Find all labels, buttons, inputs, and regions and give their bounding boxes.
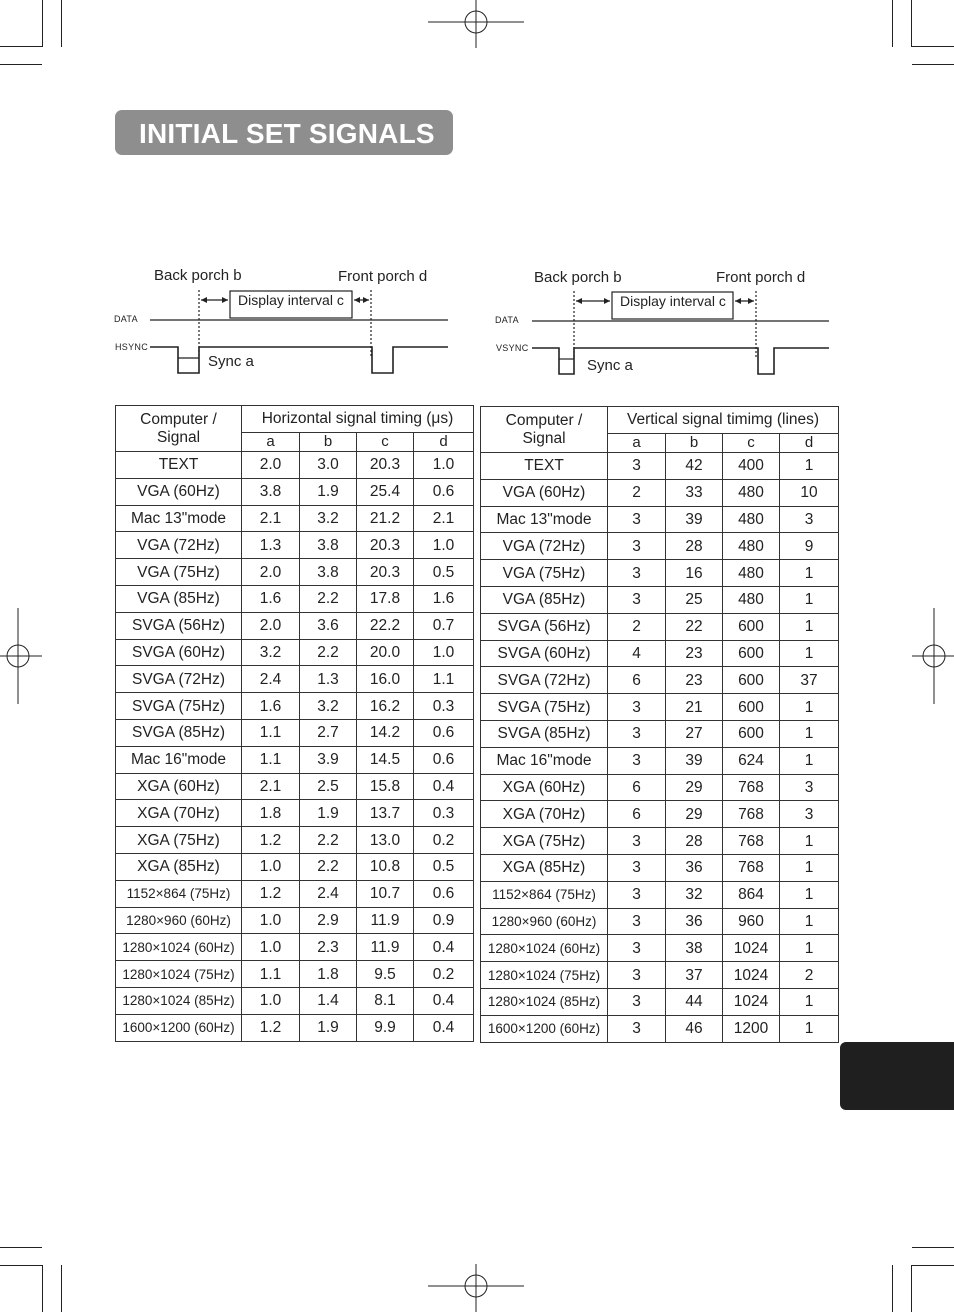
col-header-d: d bbox=[414, 433, 474, 452]
hsync-line-label: HSYNC bbox=[115, 342, 149, 352]
timing-value-cell: 3 bbox=[608, 720, 666, 747]
signal-name-cell: XGA (75Hz) bbox=[116, 827, 242, 854]
timing-value-cell: 3 bbox=[608, 453, 666, 480]
signal-name-cell: SVGA (85Hz) bbox=[481, 720, 608, 747]
timing-value-cell: 1.2 bbox=[242, 827, 300, 854]
signal-name-cell: VGA (60Hz) bbox=[116, 478, 242, 505]
timing-value-cell: 3 bbox=[608, 854, 666, 881]
timing-value-cell: 23 bbox=[666, 667, 723, 694]
timing-value-cell: 38 bbox=[666, 935, 723, 962]
table-row bbox=[481, 533, 839, 560]
table-row bbox=[481, 908, 839, 935]
timing-value-cell: 480 bbox=[723, 506, 780, 533]
timing-value-cell: 768 bbox=[723, 854, 780, 881]
timing-value-cell: 1.6 bbox=[242, 693, 300, 720]
table-row bbox=[481, 935, 839, 962]
signal-name-cell: SVGA (72Hz) bbox=[481, 667, 608, 694]
back-porch-label: Back porch b bbox=[154, 267, 242, 284]
table-row bbox=[116, 559, 474, 586]
table-row bbox=[116, 961, 474, 988]
table-row bbox=[116, 478, 474, 505]
table-row bbox=[481, 854, 839, 881]
timing-value-cell: 0.3 bbox=[414, 800, 474, 827]
timing-value-cell: 1 bbox=[780, 881, 839, 908]
timing-value-cell: 11.9 bbox=[357, 907, 414, 934]
timing-value-cell: 14.5 bbox=[357, 746, 414, 773]
timing-value-cell: 16.0 bbox=[357, 666, 414, 693]
col-header-d: d bbox=[780, 434, 839, 453]
timing-value-cell: 624 bbox=[723, 747, 780, 774]
table-row bbox=[481, 560, 839, 587]
table-row bbox=[481, 694, 839, 721]
signal-name-cell: 1280×1024 (75Hz) bbox=[481, 962, 608, 989]
timing-value-cell: 10 bbox=[780, 479, 839, 506]
timing-value-cell: 44 bbox=[666, 988, 723, 1015]
timing-value-cell: 768 bbox=[723, 801, 780, 828]
timing-value-cell: 28 bbox=[666, 533, 723, 560]
timing-value-cell: 3.6 bbox=[300, 612, 357, 639]
timing-value-cell: 16.2 bbox=[357, 693, 414, 720]
timing-value-cell: 3 bbox=[608, 586, 666, 613]
timing-value-cell: 3.0 bbox=[300, 452, 357, 479]
table-row bbox=[481, 988, 839, 1015]
timing-value-cell: 20.3 bbox=[357, 532, 414, 559]
timing-value-cell: 1.0 bbox=[414, 532, 474, 559]
vertical-timing-diagram bbox=[492, 263, 837, 383]
timing-value-cell: 1.6 bbox=[242, 585, 300, 612]
timing-value-cell: 1 bbox=[780, 586, 839, 613]
signal-name-cell: SVGA (56Hz) bbox=[481, 613, 608, 640]
col-header-c: c bbox=[357, 433, 414, 452]
timing-value-cell: 3.2 bbox=[300, 693, 357, 720]
timing-value-cell: 1 bbox=[780, 694, 839, 721]
timing-value-cell: 2 bbox=[608, 613, 666, 640]
timing-value-cell: 1 bbox=[780, 720, 839, 747]
timing-value-cell: 3 bbox=[608, 881, 666, 908]
timing-value-cell: 1.0 bbox=[414, 452, 474, 479]
timing-value-cell: 0.9 bbox=[414, 907, 474, 934]
timing-value-cell: 25.4 bbox=[357, 478, 414, 505]
timing-value-cell: 0.2 bbox=[414, 827, 474, 854]
timing-value-cell: 1 bbox=[780, 640, 839, 667]
timing-value-cell: 480 bbox=[723, 586, 780, 613]
timing-value-cell: 768 bbox=[723, 828, 780, 855]
timing-value-cell: 1.8 bbox=[300, 961, 357, 988]
computer-signal-header: Computer / Signal bbox=[481, 407, 608, 453]
table-row bbox=[481, 720, 839, 747]
timing-value-cell: 1 bbox=[780, 560, 839, 587]
front-porch-label: Front porch d bbox=[338, 268, 428, 285]
signal-name-cell: SVGA (75Hz) bbox=[481, 694, 608, 721]
table-row bbox=[481, 586, 839, 613]
timing-value-cell: 4 bbox=[608, 640, 666, 667]
timing-value-cell: 2.2 bbox=[300, 639, 357, 666]
col-header-a: a bbox=[242, 433, 300, 452]
timing-value-cell: 11.9 bbox=[357, 934, 414, 961]
table-row bbox=[116, 505, 474, 532]
timing-value-cell: 2.2 bbox=[300, 827, 357, 854]
timing-value-cell: 3 bbox=[780, 506, 839, 533]
registration-mark-right bbox=[910, 606, 954, 706]
timing-value-cell: 1.9 bbox=[300, 800, 357, 827]
timing-value-cell: 1 bbox=[780, 988, 839, 1015]
table-row bbox=[116, 585, 474, 612]
timing-value-cell: 1 bbox=[780, 1015, 839, 1042]
signal-name-cell: Mac 13"mode bbox=[116, 505, 242, 532]
table-row bbox=[481, 828, 839, 855]
timing-value-cell: 3.8 bbox=[300, 559, 357, 586]
timing-value-cell: 1.4 bbox=[300, 987, 357, 1014]
signal-name-cell: TEXT bbox=[116, 452, 242, 479]
timing-value-cell: 8.1 bbox=[357, 987, 414, 1014]
signal-name-cell: SVGA (72Hz) bbox=[116, 666, 242, 693]
timing-value-cell: 0.2 bbox=[414, 961, 474, 988]
timing-value-cell: 1.1 bbox=[414, 666, 474, 693]
timing-value-cell: 28 bbox=[666, 828, 723, 855]
timing-value-cell: 2 bbox=[608, 479, 666, 506]
timing-value-cell: 6 bbox=[608, 801, 666, 828]
timing-value-cell: 1.1 bbox=[242, 719, 300, 746]
timing-value-cell: 1 bbox=[780, 828, 839, 855]
table-row bbox=[116, 827, 474, 854]
signal-name-cell: VGA (85Hz) bbox=[481, 586, 608, 613]
timing-value-cell: 3 bbox=[608, 506, 666, 533]
table-row bbox=[116, 853, 474, 880]
timing-value-cell: 3 bbox=[608, 935, 666, 962]
timing-value-cell: 1.6 bbox=[414, 585, 474, 612]
timing-value-cell: 0.6 bbox=[414, 478, 474, 505]
table-row bbox=[481, 1015, 839, 1042]
timing-value-cell: 1.1 bbox=[242, 961, 300, 988]
timing-value-cell: 3.8 bbox=[300, 532, 357, 559]
timing-value-cell: 6 bbox=[608, 667, 666, 694]
signal-name-cell: 1280×960 (60Hz) bbox=[481, 908, 608, 935]
timing-value-cell: 0.4 bbox=[414, 1014, 474, 1041]
timing-value-cell: 1.0 bbox=[242, 934, 300, 961]
signal-name-cell: XGA (85Hz) bbox=[481, 854, 608, 881]
timing-value-cell: 1.9 bbox=[300, 1014, 357, 1041]
timing-value-cell: 1024 bbox=[723, 988, 780, 1015]
timing-value-cell: 864 bbox=[723, 881, 780, 908]
signal-name-cell: Mac 16"mode bbox=[116, 746, 242, 773]
signal-name-cell: VGA (60Hz) bbox=[481, 479, 608, 506]
timing-value-cell: 20.3 bbox=[357, 559, 414, 586]
signal-name-cell: XGA (85Hz) bbox=[116, 853, 242, 880]
timing-value-cell: 2.4 bbox=[300, 880, 357, 907]
timing-value-cell: 33 bbox=[666, 479, 723, 506]
table-row bbox=[116, 934, 474, 961]
table-row bbox=[481, 801, 839, 828]
timing-value-cell: 2.0 bbox=[242, 612, 300, 639]
data-line-label: DATA bbox=[495, 315, 519, 325]
timing-value-cell: 1.0 bbox=[242, 853, 300, 880]
timing-value-cell: 0.6 bbox=[414, 719, 474, 746]
timing-value-cell: 36 bbox=[666, 908, 723, 935]
timing-value-cell: 2.0 bbox=[242, 452, 300, 479]
computer-signal-header: Computer / Signal bbox=[116, 406, 242, 452]
timing-value-cell: 39 bbox=[666, 506, 723, 533]
timing-value-cell: 0.6 bbox=[414, 880, 474, 907]
timing-value-cell: 0.5 bbox=[414, 559, 474, 586]
timing-value-cell: 1.3 bbox=[300, 666, 357, 693]
timing-value-cell: 1.2 bbox=[242, 880, 300, 907]
signal-name-cell: VGA (72Hz) bbox=[481, 533, 608, 560]
timing-value-cell: 29 bbox=[666, 801, 723, 828]
timing-value-cell: 600 bbox=[723, 640, 780, 667]
table-row bbox=[481, 506, 839, 533]
table-row bbox=[116, 719, 474, 746]
signal-name-cell: SVGA (60Hz) bbox=[481, 640, 608, 667]
sync-label: Sync a bbox=[208, 353, 254, 370]
timing-value-cell: 2.2 bbox=[300, 853, 357, 880]
timing-value-cell: 39 bbox=[666, 747, 723, 774]
timing-value-cell: 3 bbox=[608, 560, 666, 587]
signal-name-cell: Mac 16"mode bbox=[481, 747, 608, 774]
vsync-line-label: VSYNC bbox=[496, 343, 529, 353]
signal-name-cell: SVGA (85Hz) bbox=[116, 719, 242, 746]
timing-value-cell: 46 bbox=[666, 1015, 723, 1042]
horizontal-timing-table bbox=[115, 405, 474, 1042]
timing-value-cell: 3 bbox=[608, 828, 666, 855]
table-row bbox=[481, 667, 839, 694]
signal-name-cell: 1152×864 (75Hz) bbox=[116, 880, 242, 907]
timing-value-cell: 13.0 bbox=[357, 827, 414, 854]
table-row bbox=[116, 907, 474, 934]
table-row bbox=[116, 880, 474, 907]
signal-name-cell: 1280×960 (60Hz) bbox=[116, 907, 242, 934]
timing-value-cell: 1024 bbox=[723, 935, 780, 962]
signal-name-cell: Mac 13"mode bbox=[481, 506, 608, 533]
timing-value-cell: 1.8 bbox=[242, 800, 300, 827]
timing-value-cell: 14.2 bbox=[357, 719, 414, 746]
table-row bbox=[116, 532, 474, 559]
timing-value-cell: 0.5 bbox=[414, 853, 474, 880]
timing-value-cell: 1 bbox=[780, 613, 839, 640]
timing-value-cell: 3.2 bbox=[242, 639, 300, 666]
signal-name-cell: 1600×1200 (60Hz) bbox=[481, 1015, 608, 1042]
timing-value-cell: 37 bbox=[780, 667, 839, 694]
timing-value-cell: 0.3 bbox=[414, 693, 474, 720]
registration-mark-bottom bbox=[426, 1262, 526, 1312]
timing-value-cell: 0.7 bbox=[414, 612, 474, 639]
timing-value-cell: 9.5 bbox=[357, 961, 414, 988]
signal-name-cell: VGA (85Hz) bbox=[116, 585, 242, 612]
table-row bbox=[116, 987, 474, 1014]
signal-name-cell: VGA (72Hz) bbox=[116, 532, 242, 559]
timing-value-cell: 2.5 bbox=[300, 773, 357, 800]
timing-value-cell: 3 bbox=[780, 774, 839, 801]
timing-value-cell: 17.8 bbox=[357, 585, 414, 612]
signal-name-cell: 1280×1024 (75Hz) bbox=[116, 961, 242, 988]
timing-value-cell: 22 bbox=[666, 613, 723, 640]
timing-value-cell: 9.9 bbox=[357, 1014, 414, 1041]
timing-value-cell: 600 bbox=[723, 720, 780, 747]
timing-value-cell: 9 bbox=[780, 533, 839, 560]
table-row bbox=[116, 452, 474, 479]
data-line-label: DATA bbox=[114, 314, 138, 324]
timing-value-cell: 1 bbox=[780, 854, 839, 881]
col-header-c: c bbox=[723, 434, 780, 453]
signal-name-cell: XGA (70Hz) bbox=[481, 801, 608, 828]
timing-value-cell: 20.3 bbox=[357, 452, 414, 479]
signal-name-cell: TEXT bbox=[481, 453, 608, 480]
signal-name-cell: 1600×1200 (60Hz) bbox=[116, 1014, 242, 1041]
timing-value-cell: 3 bbox=[608, 988, 666, 1015]
signal-name-cell: VGA (75Hz) bbox=[116, 559, 242, 586]
signal-name-cell: XGA (70Hz) bbox=[116, 800, 242, 827]
display-interval-label: Display interval c bbox=[238, 292, 344, 308]
timing-value-cell: 3 bbox=[780, 801, 839, 828]
timing-value-cell: 480 bbox=[723, 560, 780, 587]
timing-value-cell: 2.7 bbox=[300, 719, 357, 746]
signal-name-cell: XGA (60Hz) bbox=[116, 773, 242, 800]
table-row bbox=[481, 640, 839, 667]
timing-value-cell: 13.7 bbox=[357, 800, 414, 827]
front-porch-label: Front porch d bbox=[716, 269, 806, 286]
timing-value-cell: 10.8 bbox=[357, 853, 414, 880]
table-row bbox=[116, 746, 474, 773]
timing-value-cell: 1 bbox=[780, 747, 839, 774]
timing-value-cell: 2.1 bbox=[242, 773, 300, 800]
signal-name-cell: SVGA (56Hz) bbox=[116, 612, 242, 639]
timing-value-cell: 32 bbox=[666, 881, 723, 908]
timing-value-cell: 3.9 bbox=[300, 746, 357, 773]
vertical-timing-header: Vertical signal timimg (lines) bbox=[608, 407, 839, 434]
table-row bbox=[481, 962, 839, 989]
timing-value-cell: 1200 bbox=[723, 1015, 780, 1042]
timing-value-cell: 1 bbox=[780, 935, 839, 962]
timing-value-cell: 2.1 bbox=[242, 505, 300, 532]
timing-value-cell: 36 bbox=[666, 854, 723, 881]
timing-value-cell: 25 bbox=[666, 586, 723, 613]
signal-name-cell: XGA (60Hz) bbox=[481, 774, 608, 801]
timing-value-cell: 1 bbox=[780, 453, 839, 480]
timing-value-cell: 2.4 bbox=[242, 666, 300, 693]
col-header-a: a bbox=[608, 434, 666, 453]
timing-value-cell: 20.0 bbox=[357, 639, 414, 666]
timing-value-cell: 2.3 bbox=[300, 934, 357, 961]
table-row bbox=[481, 881, 839, 908]
timing-value-cell: 480 bbox=[723, 533, 780, 560]
signal-name-cell: 1280×1024 (85Hz) bbox=[116, 987, 242, 1014]
timing-value-cell: 2.9 bbox=[300, 907, 357, 934]
table-row bbox=[116, 800, 474, 827]
timing-value-cell: 480 bbox=[723, 479, 780, 506]
timing-value-cell: 0.4 bbox=[414, 934, 474, 961]
timing-value-cell: 2.0 bbox=[242, 559, 300, 586]
timing-value-cell: 1.3 bbox=[242, 532, 300, 559]
horizontal-timing-diagram bbox=[110, 262, 455, 382]
timing-value-cell: 1.0 bbox=[414, 639, 474, 666]
table-row bbox=[481, 774, 839, 801]
timing-value-cell: 1 bbox=[780, 908, 839, 935]
timing-value-cell: 400 bbox=[723, 453, 780, 480]
timing-value-cell: 3 bbox=[608, 694, 666, 721]
timing-value-cell: 1.9 bbox=[300, 478, 357, 505]
timing-value-cell: 15.8 bbox=[357, 773, 414, 800]
timing-value-cell: 29 bbox=[666, 774, 723, 801]
timing-value-cell: 21.2 bbox=[357, 505, 414, 532]
timing-value-cell: 1.1 bbox=[242, 746, 300, 773]
timing-value-cell: 6 bbox=[608, 774, 666, 801]
table-row bbox=[116, 773, 474, 800]
timing-value-cell: 2.1 bbox=[414, 505, 474, 532]
table-row bbox=[116, 612, 474, 639]
timing-value-cell: 27 bbox=[666, 720, 723, 747]
timing-value-cell: 16 bbox=[666, 560, 723, 587]
signal-name-cell: 1280×1024 (85Hz) bbox=[481, 988, 608, 1015]
timing-value-cell: 3 bbox=[608, 747, 666, 774]
timing-value-cell: 3 bbox=[608, 1015, 666, 1042]
timing-value-cell: 37 bbox=[666, 962, 723, 989]
signal-name-cell: SVGA (75Hz) bbox=[116, 693, 242, 720]
timing-value-cell: 1.0 bbox=[242, 987, 300, 1014]
table-row bbox=[116, 693, 474, 720]
signal-name-cell: SVGA (60Hz) bbox=[116, 639, 242, 666]
signal-name-cell: XGA (75Hz) bbox=[481, 828, 608, 855]
timing-value-cell: 10.7 bbox=[357, 880, 414, 907]
timing-value-cell: 22.2 bbox=[357, 612, 414, 639]
timing-value-cell: 0.6 bbox=[414, 746, 474, 773]
table-row bbox=[481, 479, 839, 506]
registration-mark-left bbox=[0, 606, 44, 706]
horizontal-timing-header: Horizontal signal timing (μs) bbox=[242, 406, 474, 433]
col-header-b: b bbox=[300, 433, 357, 452]
timing-value-cell: 3.8 bbox=[242, 478, 300, 505]
registration-mark-top bbox=[426, 0, 526, 50]
timing-value-cell: 2.2 bbox=[300, 585, 357, 612]
table-row bbox=[116, 1014, 474, 1041]
table-row bbox=[116, 639, 474, 666]
back-porch-label: Back porch b bbox=[534, 269, 622, 286]
display-interval-label: Display interval c bbox=[620, 293, 726, 309]
timing-value-cell: 3.2 bbox=[300, 505, 357, 532]
table-row bbox=[481, 747, 839, 774]
timing-value-cell: 23 bbox=[666, 640, 723, 667]
vertical-timing-table bbox=[480, 406, 839, 1043]
timing-value-cell: 3 bbox=[608, 533, 666, 560]
timing-value-cell: 21 bbox=[666, 694, 723, 721]
table-row bbox=[116, 666, 474, 693]
timing-value-cell: 3 bbox=[608, 962, 666, 989]
timing-value-cell: 42 bbox=[666, 453, 723, 480]
timing-value-cell: 960 bbox=[723, 908, 780, 935]
timing-value-cell: 2 bbox=[780, 962, 839, 989]
timing-value-cell: 0.4 bbox=[414, 987, 474, 1014]
timing-value-cell: 600 bbox=[723, 613, 780, 640]
timing-value-cell: 600 bbox=[723, 667, 780, 694]
timing-value-cell: 600 bbox=[723, 694, 780, 721]
signal-name-cell: VGA (75Hz) bbox=[481, 560, 608, 587]
table-row bbox=[481, 613, 839, 640]
col-header-b: b bbox=[666, 434, 723, 453]
section-tab bbox=[840, 1042, 954, 1110]
signal-name-cell: 1280×1024 (60Hz) bbox=[116, 934, 242, 961]
sync-label: Sync a bbox=[587, 357, 633, 374]
signal-name-cell: 1280×1024 (60Hz) bbox=[481, 935, 608, 962]
table-row bbox=[481, 453, 839, 480]
timing-value-cell: 1.0 bbox=[242, 907, 300, 934]
timing-value-cell: 1024 bbox=[723, 962, 780, 989]
signal-name-cell: 1152×864 (75Hz) bbox=[481, 881, 608, 908]
timing-value-cell: 0.4 bbox=[414, 773, 474, 800]
timing-value-cell: 768 bbox=[723, 774, 780, 801]
page-title: INITIAL SET SIGNALS bbox=[115, 110, 453, 155]
timing-value-cell: 1.2 bbox=[242, 1014, 300, 1041]
timing-value-cell: 3 bbox=[608, 908, 666, 935]
